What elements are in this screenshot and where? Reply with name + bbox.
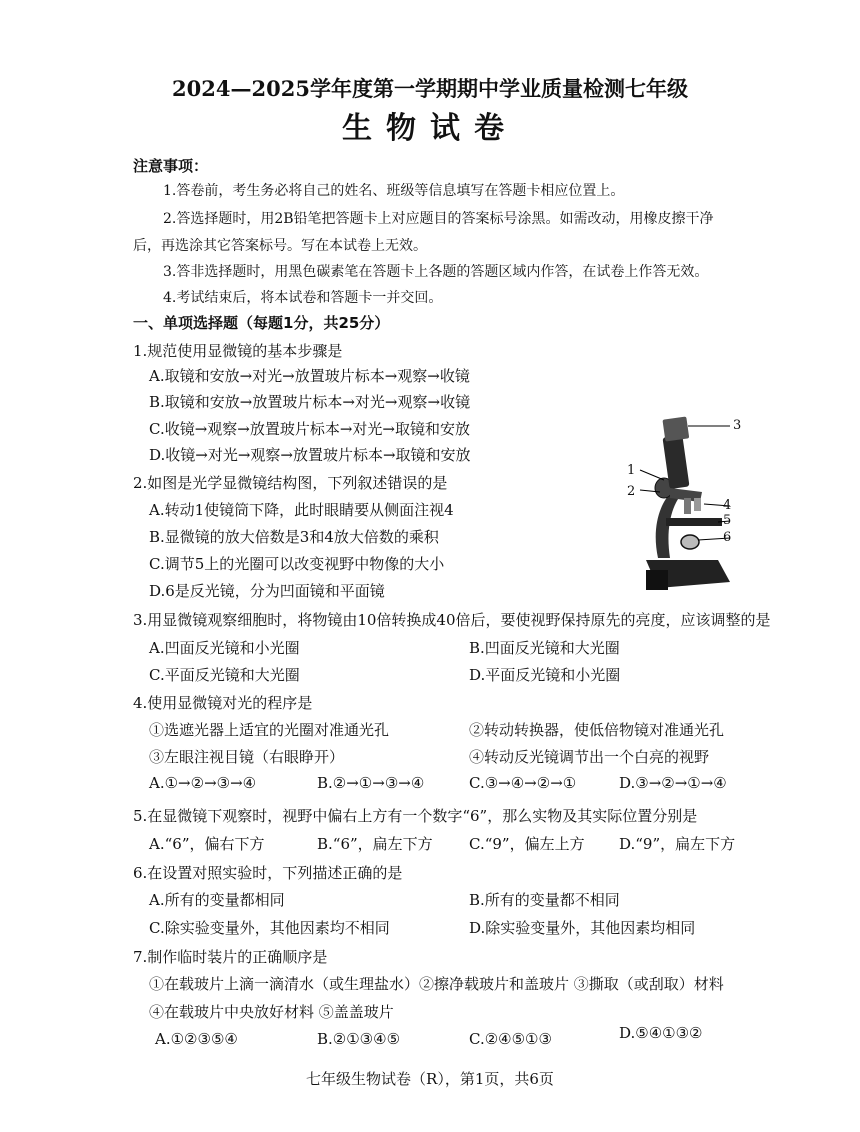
question-2-stem: 2.如图是光学显微镜结构图，下列叙述错误的是	[133, 474, 448, 492]
question-5-stem: 5.在显微镜下观察时，视野中偏右上方有一个数字“6”，那么实物及其实际位置分别是	[133, 807, 698, 825]
question-4-step-3: ③左眼注视目镜（右眼睁开）	[149, 748, 345, 766]
question-4-option-b: B.②→①→③→④	[317, 774, 425, 792]
microscope-label-2: 2	[627, 484, 636, 499]
notice-item-3: 3.答非选择题时，用黑色碳素笔在答题卡上各题的答题区域内作答，在试卷上作答无效。	[163, 264, 709, 280]
notice-item-4: 4.考试结束后，将本试卷和答题卡一并交回。	[163, 290, 443, 306]
question-4-step-2: ②转动转换器，使低倍物镜对准通光孔	[469, 721, 725, 739]
question-2-option-b: B.显微镜的放大倍数是3和4放大倍数的乘积	[149, 528, 439, 546]
microscope-label-6: 6	[723, 530, 732, 545]
question-6-option-b: B.所有的变量都不相同	[469, 891, 620, 909]
exam-title-line1: 2024—2025学年度第一学期期中学业质量检测七年级	[172, 76, 688, 101]
question-2-option-d: D.6是反光镜，分为凹面镜和平面镜	[149, 582, 385, 600]
notice-heading: 注意事项：	[133, 157, 209, 175]
page-footer: 七年级生物试卷（R），第1页，共6页	[306, 1070, 554, 1088]
question-5-option-c: C.“9”，偏左上方	[469, 835, 585, 853]
question-1-option-d: D.收镜→对光→观察→放置玻片标本→取镜和安放	[149, 446, 471, 464]
question-7-option-a: A.①②③⑤④	[155, 1030, 238, 1048]
notice-item-2-line1: 2.答选择题时，用2B铅笔把答题卡上对应题目的答案标号涂黑。如需改动，用橡皮擦干净	[163, 211, 714, 227]
question-6-option-d: D.除实验变量外，其他因素均相同	[469, 919, 696, 937]
notice-item-2-line2: 后，再选涂其它答案标号。写在本试卷上无效。	[133, 238, 427, 254]
question-4-step-4: ④转动反光镜调节出一个白亮的视野	[469, 748, 710, 766]
microscope-label-1: 1	[627, 463, 636, 478]
question-4-option-d: D.③→②→①→④	[619, 774, 727, 792]
question-1-stem: 1.规范使用显微镜的基本步骤是	[133, 342, 343, 360]
question-7-option-b: B.②①③④⑤	[317, 1030, 401, 1048]
question-5-option-b: B.“6”，扁左下方	[317, 835, 433, 853]
question-3-option-b: B.凹面反光镜和大光圈	[469, 639, 620, 657]
notice-item-1: 1.答卷前，考生务必将自己的姓名、班级等信息填写在答题卡相应位置上。	[163, 183, 625, 199]
question-2-option-c: C.调节5上的光圈可以改变视野中物像的大小	[149, 555, 445, 573]
microscope-label-4: 4	[723, 498, 732, 513]
question-3-option-a: A.凹面反光镜和小光圈	[149, 639, 300, 657]
question-1-option-c: C.收镜→观察→放置玻片标本→对光→取镜和安放	[149, 420, 470, 438]
microscope-label-5: 5	[723, 513, 732, 528]
question-6-stem: 6.在设置对照实验时，下列描述正确的是	[133, 864, 403, 882]
question-4-option-c: C.③→④→②→①	[469, 774, 577, 792]
question-1-option-a: A.取镜和安放→对光→放置玻片标本→观察→收镜	[149, 367, 470, 385]
question-4-stem: 4.使用显微镜对光的程序是	[133, 694, 313, 712]
question-7-stem: 7.制作临时装片的正确顺序是	[133, 948, 328, 966]
exam-title-subject: 生物试卷	[342, 111, 518, 146]
question-1-option-b: B.取镜和安放→放置玻片标本→对光→观察→收镜	[149, 393, 471, 411]
question-6-option-c: C.除实验变量外，其他因素均不相同	[149, 919, 390, 937]
question-4-option-a: A.①→②→③→④	[149, 774, 257, 792]
question-6-option-a: A.所有的变量都相同	[149, 891, 285, 909]
question-7-line-1: ①在载玻片上滴一滴清水（或生理盐水）②擦净载玻片和盖玻片 ③撕取（或刮取）材料	[149, 975, 724, 993]
question-3-option-c: C.平面反光镜和大光圈	[149, 666, 300, 684]
question-3-stem: 3.用显微镜观察细胞时，将物镜由10倍转换成40倍后，要使视野保持原先的亮度，应该调整的是	[133, 611, 771, 629]
question-7-option-c: C.②④⑤①③	[469, 1030, 552, 1048]
microscope-label-3: 3	[733, 418, 742, 433]
question-3-option-d: D.平面反光镜和小光圈	[469, 666, 621, 684]
question-2-option-a: A.转动1使镜筒下降，此时眼睛要从侧面注视4	[149, 501, 454, 519]
question-7-option-d: D.⑤④①③②	[619, 1024, 703, 1042]
question-7-line-2: ④在载玻片中央放好材料 ⑤盖盖玻片	[149, 1003, 394, 1021]
question-5-option-d: D.“9”，扁左下方	[619, 835, 736, 853]
section-heading: 一、单项选择题（每题1分，共25分）	[133, 314, 390, 332]
question-4-step-1: ①选遮光器上适宜的光圈对准通光孔	[149, 721, 390, 739]
microscope-figure	[618, 410, 738, 600]
question-5-option-a: A.“6”，偏右下方	[149, 835, 265, 853]
